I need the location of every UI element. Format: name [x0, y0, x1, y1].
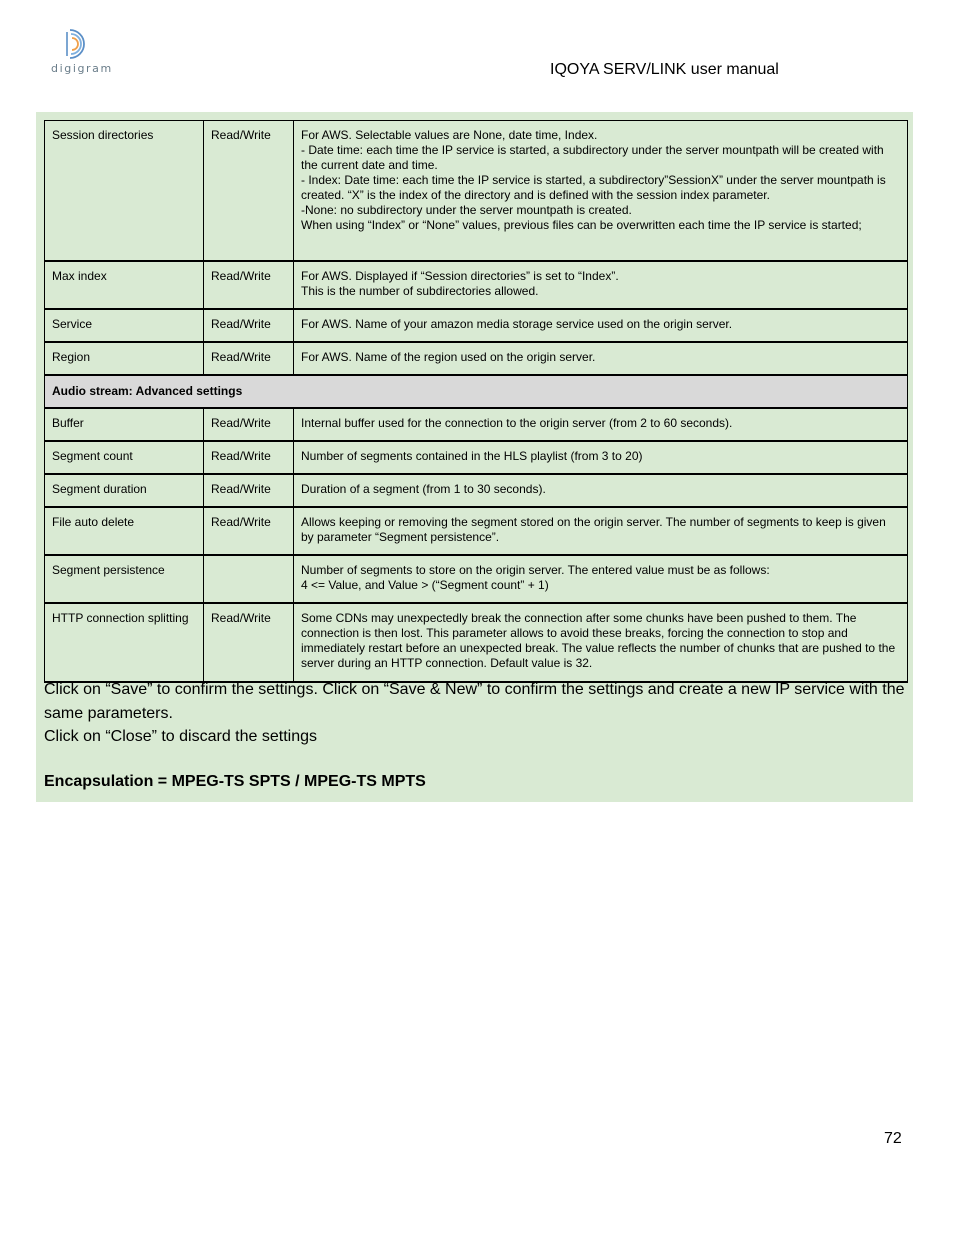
encapsulation-heading: Encapsulation = MPEG-TS SPTS / MPEG-TS MPTS [44, 772, 426, 790]
parameter-name: Max index [45, 261, 204, 309]
parameter-access [204, 555, 294, 603]
section-header-row [45, 375, 908, 408]
digigram-logo [48, 24, 114, 80]
description-line: This is the number of subdirectories allowed. [301, 283, 539, 298]
parameter-name: Segment duration [45, 474, 204, 507]
table-row [45, 441, 908, 474]
description-line: Allows keeping or removing the segment stored on the origin server. The number of segments to keep is given by parameter “Segment persistence”. [301, 514, 886, 544]
parameter-description [294, 555, 908, 603]
section-header: Audio stream: Advanced settings [45, 375, 908, 408]
parameter-name: Segment count [45, 441, 204, 474]
parameter-name: Buffer [45, 408, 204, 441]
parameter-description [294, 507, 908, 555]
parameter-name: File auto delete [45, 507, 204, 555]
parameter-access: Read/Write [204, 507, 294, 555]
parameter-access: Read/Write [204, 261, 294, 309]
parameter-access: Read/Write [204, 408, 294, 441]
footer-text [44, 678, 909, 793]
description-line: Internal buffer used for the connection to the origin server (from 2 to 60 seconds). [301, 415, 733, 430]
parameter-name: Region [45, 342, 204, 375]
parameter-description [294, 441, 908, 474]
content-panel [36, 112, 913, 802]
parameter-description [294, 603, 908, 682]
description-line: 4 <= Value, and Value > (“Segment count” + 1) [301, 577, 549, 592]
table-row [45, 408, 908, 441]
description-line: Number of segments to store on the origin server. The entered value must be as follows: [301, 562, 770, 577]
table-row [45, 474, 908, 507]
description-line: Some CDNs may unexpectedly break the connection after some chunks have been pushed to them. The connection is then lost. This parameter allows to avoid these breaks, forcing the connection to stop and immediately restart before an unexpected break. The value reflects the number of chunks that are pushed to the server during an HTTP connection. Default value is 32. [301, 610, 896, 670]
parameter-description [294, 121, 908, 261]
description-line: Duration of a segment (from 1 to 30 seconds). [301, 481, 546, 496]
table-row [45, 309, 908, 342]
table-row [45, 121, 908, 261]
table-row [45, 555, 908, 603]
close-instruction: Click on “Close” to discard the settings [44, 728, 317, 745]
parameter-access: Read/Write [204, 309, 294, 342]
description-line: For AWS. Displayed if “Session directories” is set to “Index”. [301, 268, 619, 283]
description-line: For AWS. Name of the region used on the origin server. [301, 349, 596, 364]
logo-wordmark: digigram [51, 62, 113, 75]
description-line: -None: no subdirectory under the server mountpath is created. [301, 203, 632, 217]
save-instruction: Click on “Save” to confirm the settings. Click on “Save & New” to confirm the settings and create a new IP service with the same parameters. [44, 681, 905, 722]
document-title: IQOYA SERV/LINK user manual [550, 61, 779, 78]
parameter-access: Read/Write [204, 342, 294, 375]
parameter-description [294, 261, 908, 309]
description-line: - Date time: each time the IP service is started, a subdirectory under the server mountpath will be created with the current date and time. [301, 143, 884, 172]
description-line: For AWS. Name of your amazon media storage service used on the origin server. [301, 316, 733, 331]
parameter-access: Read/Write [204, 474, 294, 507]
table-row [45, 261, 908, 309]
description-line: For AWS. Selectable values are None, date time, Index. [301, 128, 598, 142]
description-line: Number of segments contained in the HLS playlist (from 3 to 20) [301, 448, 643, 463]
parameter-description [294, 309, 908, 342]
parameter-access: Read/Write [204, 121, 294, 261]
page-number: 72 [884, 1130, 902, 1147]
logo-mark-icon [48, 24, 114, 64]
parameter-description [294, 408, 908, 441]
parameter-name: Session directories [45, 121, 204, 261]
table-row [45, 603, 908, 682]
parameter-name: Service [45, 309, 204, 342]
parameters-table [44, 120, 908, 683]
description-line: When using “Index” or “None” values, previous files can be overwritten each time the IP service is started; [301, 218, 862, 232]
table-row [45, 342, 908, 375]
parameter-description [294, 342, 908, 375]
parameter-access: Read/Write [204, 603, 294, 682]
parameter-name: Segment persistence [45, 555, 204, 603]
parameter-description [294, 474, 908, 507]
description-line: - Index: Date time: each time the IP service is started, a subdirectory”SessionX” under the server mountpath is created. “X” is the index of the directory and is defined with the session index parameter. [301, 173, 886, 202]
parameter-name: HTTP connection splitting [45, 603, 204, 682]
table-row [45, 507, 908, 555]
parameter-access: Read/Write [204, 441, 294, 474]
